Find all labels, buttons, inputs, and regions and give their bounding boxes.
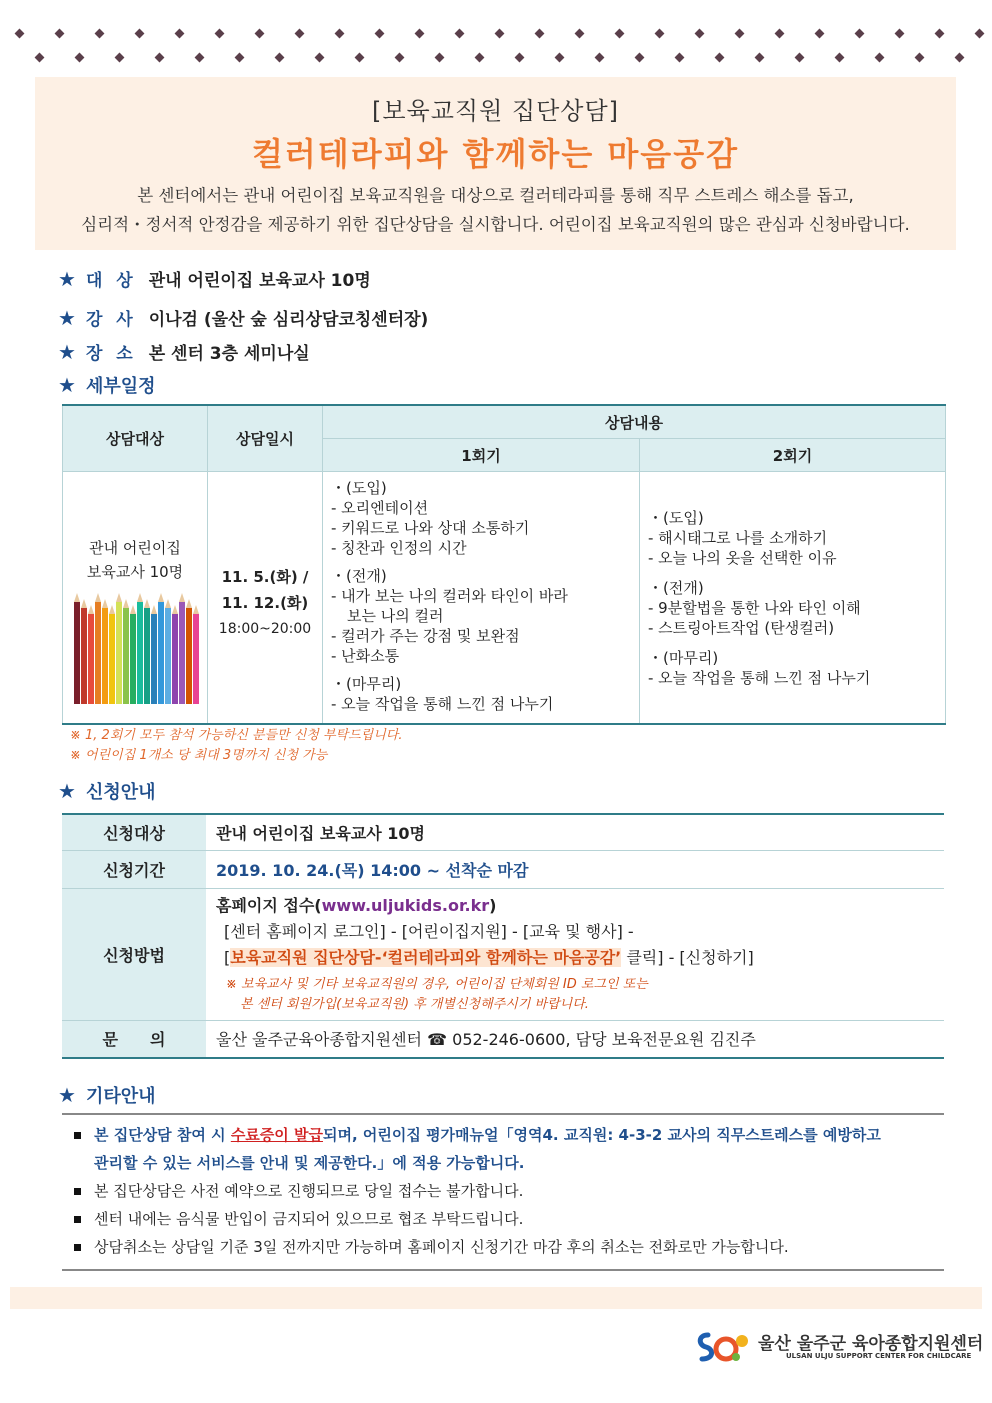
pencil-body <box>151 614 157 704</box>
diamond-dot-icon <box>95 29 105 39</box>
schedule-header-date: 상담일시 <box>208 405 323 472</box>
apply-method-cell <box>206 888 944 1020</box>
phone-icon: ☎ <box>427 1030 448 1050</box>
info-target-value: 관내 어린이집 보육교사 10명 <box>148 271 371 291</box>
diamond-dot-icon <box>135 29 145 39</box>
s1-dev-item-cont: 보는 나의 컬러 <box>347 607 444 625</box>
apply-target-label: 신청대상 <box>62 814 206 850</box>
pencil-body <box>102 608 108 704</box>
schedule-header-content: 상담내용 <box>323 405 946 439</box>
s1-end-heading: ・(마무리) <box>331 675 402 693</box>
diamond-dot-icon <box>175 29 185 39</box>
section-apply-heading <box>58 778 156 804</box>
schedule-time: 18:00~20:00 <box>218 621 312 637</box>
s1-intro-heading: ・(도입) <box>331 479 387 497</box>
s2-dev-item: - 스트링아트작업 (탄생컬러) <box>648 619 835 637</box>
diamond-dot-icon <box>295 29 305 39</box>
s1-end-item: - 오늘 작업을 통해 느낀 점 나누기 <box>331 695 554 713</box>
apply-method-note: ※ 보육교사 및 기타 보육교직원의 경우, 어린이집 단체회원 ID 로그인 또는 본 센터 회원가입(보육교직원) 후 개별신청해주시기 바랍니다. <box>226 977 648 1012</box>
diamond-dot-icon <box>115 53 125 63</box>
center-logo-icon <box>694 1327 752 1367</box>
list-item: 본 집단상담 참여 시 수료증이 발급되며, 어린이집 평가매뉴얼「영역4. 교직원: 4-3-2 교사의 직무스트레스를 예방하고 관리할 수 있는 서비스를 안내 및 제공한다.」에 적용 가능합니다. <box>62 1121 944 1177</box>
pencil-tip <box>158 593 164 602</box>
bullet-square-icon <box>74 1216 81 1223</box>
diamond-dot-icon <box>695 29 705 39</box>
section-apply-title: 신청안내 <box>85 782 156 803</box>
homepage-link[interactable]: www.uljukids.or.kr <box>321 896 490 915</box>
diamond-dot-icon <box>595 53 605 63</box>
star-icon: ★ <box>58 340 76 364</box>
pencil-tip <box>109 605 115 614</box>
misc-list <box>62 1113 944 1271</box>
section-schedule-heading <box>58 372 156 398</box>
diamond-dot-icon <box>395 53 405 63</box>
schedule-date-line2: 11. 12.(화) <box>221 594 309 612</box>
apply-method-line2: [센터 홈페이지 로그인] - [어린이집지원] - [교육 및 행사] - <box>224 922 634 941</box>
diamond-dot-icon <box>15 29 25 39</box>
pencil-tip <box>137 593 143 602</box>
diamond-dot-icon <box>375 29 385 39</box>
section-misc-title: 기타안내 <box>85 1086 156 1107</box>
pencil-body <box>158 602 164 704</box>
pencil-body <box>95 602 101 704</box>
intro-text <box>35 181 956 239</box>
diamond-dot-icon <box>75 53 85 63</box>
page-title: 컬러테라피와 함께하는 마음공감 <box>251 135 740 173</box>
info-place-label: 장 소 <box>85 344 137 364</box>
pencil-body <box>130 614 136 704</box>
pencil-tip <box>144 599 150 608</box>
footer-org-name-en: ULSAN ULJU SUPPORT CENTER FOR CHILDCARE <box>786 1352 972 1360</box>
diamond-dot-icon <box>735 29 745 39</box>
pencil-body <box>123 608 129 704</box>
diamond-dot-icon <box>515 53 525 63</box>
diamond-dot-icon <box>795 53 805 63</box>
diamond-dot-icon <box>855 29 865 39</box>
pencil-tip <box>88 605 94 614</box>
schedule-note-1: ※ 1, 2회기 모두 참석 가능하신 분들만 신청 부탁드립니다. <box>70 728 403 743</box>
diamond-dot-icon <box>475 53 485 63</box>
diamond-dot-icon <box>915 53 925 63</box>
star-icon: ★ <box>58 373 76 397</box>
list-item: 본 집단상담은 사전 예약으로 진행되므로 당일 접수는 불가합니다. <box>62 1177 944 1205</box>
diamond-dot-icon <box>895 29 905 39</box>
s1-intro-item: - 오리엔테이션 <box>331 499 429 517</box>
pencil-body <box>81 608 87 704</box>
apply-method-line1: 홈페이지 접수(www.uljukids.or.kr) <box>216 896 497 915</box>
apply-method-label: 신청방법 <box>62 888 206 1020</box>
info-target-label: 대 상 <box>85 271 137 291</box>
schedule-session1-cell <box>323 472 640 724</box>
s2-intro-heading: ・(도입) <box>648 509 704 527</box>
pencil-tip <box>165 599 171 608</box>
diamond-dot-icon <box>55 29 65 39</box>
apply-contact-value: 울산 울주군육아종합지원센터 ☎ 052-246-0600, 담당 보육전문요원 김진주 <box>206 1020 944 1058</box>
apply-method-line3: [보육교직원 집단상담-‘컬러테라피와 함께하는 마음공감’ 클릭] - [신청하기] <box>224 948 754 967</box>
diamond-dot-icon <box>555 53 565 63</box>
diamond-dot-icon <box>715 53 725 63</box>
diamond-dot-icon <box>215 29 225 39</box>
pencil-body <box>137 602 143 704</box>
info-place-value: 본 센터 3층 세미나실 <box>148 344 310 364</box>
diamond-dot-icon <box>955 53 965 63</box>
apply-program-highlight: 보육교직원 집단상담-‘컬러테라피와 함께하는 마음공감’ <box>230 948 622 967</box>
intro-line-1: 본 센터에서는 관내 어린이집 보육교직원을 대상으로 컬러테라피를 통해 직무 스트레스 해소를 돕고, <box>137 186 854 205</box>
diamond-dot-icon <box>415 29 425 39</box>
pencil-body <box>74 602 80 704</box>
schedule-note-2: ※ 어린이집 1개소 당 최대 3명까지 신청 가능 <box>70 748 328 763</box>
page-subtitle: [보육교직원 집단상담] <box>371 97 619 125</box>
apply-period-value: 2019. 10. 24.(목) 14:00 ~ 선착순 마감 <box>206 850 944 888</box>
pencil-tip <box>81 599 87 608</box>
diamond-dot-icon <box>315 53 325 63</box>
pencil-tip <box>130 605 136 614</box>
diamond-dot-icon <box>875 53 885 63</box>
star-icon: ★ <box>58 1083 76 1107</box>
info-instructor-label: 강 사 <box>85 310 137 330</box>
schedule-date-line1: 11. 5.(화) / <box>221 568 309 586</box>
pencil-tip <box>151 605 157 614</box>
pencil-body <box>186 608 192 704</box>
diamond-dot-icon <box>155 53 165 63</box>
diamond-dot-icon <box>755 53 765 63</box>
diamond-dot-icon <box>835 53 845 63</box>
diamond-dot-icon <box>335 29 345 39</box>
bullet-square-icon <box>74 1188 81 1195</box>
pencil-tip <box>179 593 185 602</box>
s1-intro-item: - 키워드로 나와 상대 소통하기 <box>331 519 530 537</box>
diamond-dot-icon <box>435 53 445 63</box>
info-instructor <box>58 305 428 330</box>
info-instructor-value: 이나검 (울산 숲 심리상담코칭센터장) <box>148 310 429 330</box>
decorative-dot-border <box>0 18 992 68</box>
diamond-dot-icon <box>655 29 665 39</box>
info-place <box>58 339 310 364</box>
intro-line-2: 심리적・정서적 안정감을 제공하기 위한 집단상담을 실시합니다. 어린이집 보육교직원의 많은 관심과 신청바랍니다. <box>81 215 910 234</box>
bullet-square-icon <box>74 1244 81 1251</box>
apply-table <box>62 813 944 1059</box>
schedule-session2-cell <box>640 472 946 724</box>
pencil-body <box>172 614 178 704</box>
footer-logo <box>694 1327 984 1367</box>
diamond-dot-icon <box>815 29 825 39</box>
s1-dev-item: - 내가 보는 나의 컬러와 타인이 바라 <box>331 587 568 605</box>
section-schedule-title: 세부일정 <box>85 376 156 397</box>
s1-intro-item: - 칭찬과 인정의 시간 <box>331 539 467 557</box>
s2-end-heading: ・(마무리) <box>648 649 719 667</box>
pencil-tip <box>102 599 108 608</box>
pencil-body <box>109 614 115 704</box>
diamond-dot-icon <box>535 29 545 39</box>
pencil-body <box>88 614 94 704</box>
s2-dev-item: - 9분할법을 통한 나와 타인 이해 <box>648 599 861 617</box>
diamond-dot-icon <box>575 29 585 39</box>
diamond-dot-icon <box>195 53 205 63</box>
diamond-dot-icon <box>455 29 465 39</box>
pencil-tip <box>116 593 122 602</box>
s1-dev-item: - 컬러가 주는 강점 및 보완점 <box>331 627 520 645</box>
s2-intro-item: - 해시태그로 나를 소개하기 <box>648 529 828 547</box>
diamond-dot-icon <box>495 29 505 39</box>
diamond-dot-icon <box>255 29 265 39</box>
bullet-square-icon <box>74 1132 81 1139</box>
schedule-header-session1: 1회기 <box>323 439 640 472</box>
pencil-tip <box>74 593 80 602</box>
diamond-dot-icon <box>615 29 625 39</box>
list-item: 센터 내에는 음식물 반입이 금지되어 있으므로 협조 부탁드립니다. <box>62 1205 944 1233</box>
diamond-dot-icon <box>935 29 945 39</box>
pencil-body <box>165 608 171 704</box>
schedule-target-line2: 보육교사 10명 <box>86 563 184 581</box>
footer-org-name: 울산 울주군 육아종합지원센터 <box>758 1334 984 1354</box>
s1-dev-heading: ・(전개) <box>331 567 387 585</box>
diamond-dot-icon <box>35 53 45 63</box>
schedule-table <box>62 404 946 725</box>
pencil-body <box>116 602 122 704</box>
diamond-dot-icon <box>975 29 985 39</box>
pencil-tip <box>95 593 101 602</box>
pencil-tip <box>186 599 192 608</box>
schedule-header-target: 상담대상 <box>63 405 208 472</box>
diamond-dot-icon <box>675 53 685 63</box>
star-icon: ★ <box>58 779 76 803</box>
footer-band <box>10 1287 982 1309</box>
schedule-notes <box>70 726 402 766</box>
schedule-target-cell <box>63 472 208 724</box>
info-target <box>58 266 371 291</box>
star-icon: ★ <box>58 306 76 330</box>
s2-intro-item: - 오늘 나의 옷을 선택한 이유 <box>648 549 837 567</box>
diamond-dot-icon <box>235 53 245 63</box>
section-misc-heading <box>58 1082 156 1108</box>
s1-dev-item: - 난화소통 <box>331 647 400 665</box>
pencil-tip <box>172 605 178 614</box>
apply-period-label: 신청기간 <box>62 850 206 888</box>
pencil-tip <box>123 599 129 608</box>
pencil-body <box>193 614 199 704</box>
pencil-body <box>179 602 185 704</box>
certificate-highlight: 수료증이 발급 <box>230 1126 323 1144</box>
diamond-dot-icon <box>275 53 285 63</box>
schedule-date-cell <box>208 472 323 724</box>
apply-target-value: 관내 어린이집 보육교사 10명 <box>206 814 944 850</box>
diamond-dot-icon <box>355 53 365 63</box>
header-banner <box>35 77 956 250</box>
colored-pencils-image <box>71 592 199 704</box>
schedule-target-line1: 관내 어린이집 <box>89 539 181 557</box>
s2-dev-heading: ・(전개) <box>648 579 704 597</box>
pencil-body <box>144 608 150 704</box>
diamond-dot-icon <box>635 53 645 63</box>
s2-end-item: - 오늘 작업을 통해 느낀 점 나누기 <box>648 669 871 687</box>
list-item: 상담취소는 상담일 기준 3일 전까지만 가능하며 홈페이지 신청기간 마감 후의 취소는 전화로만 가능합니다. <box>62 1233 944 1261</box>
apply-contact-label: 문 의 <box>62 1020 206 1058</box>
schedule-header-session2: 2회기 <box>640 439 946 472</box>
pencil-tip <box>193 605 199 614</box>
diamond-dot-icon <box>775 29 785 39</box>
star-icon: ★ <box>58 267 76 291</box>
